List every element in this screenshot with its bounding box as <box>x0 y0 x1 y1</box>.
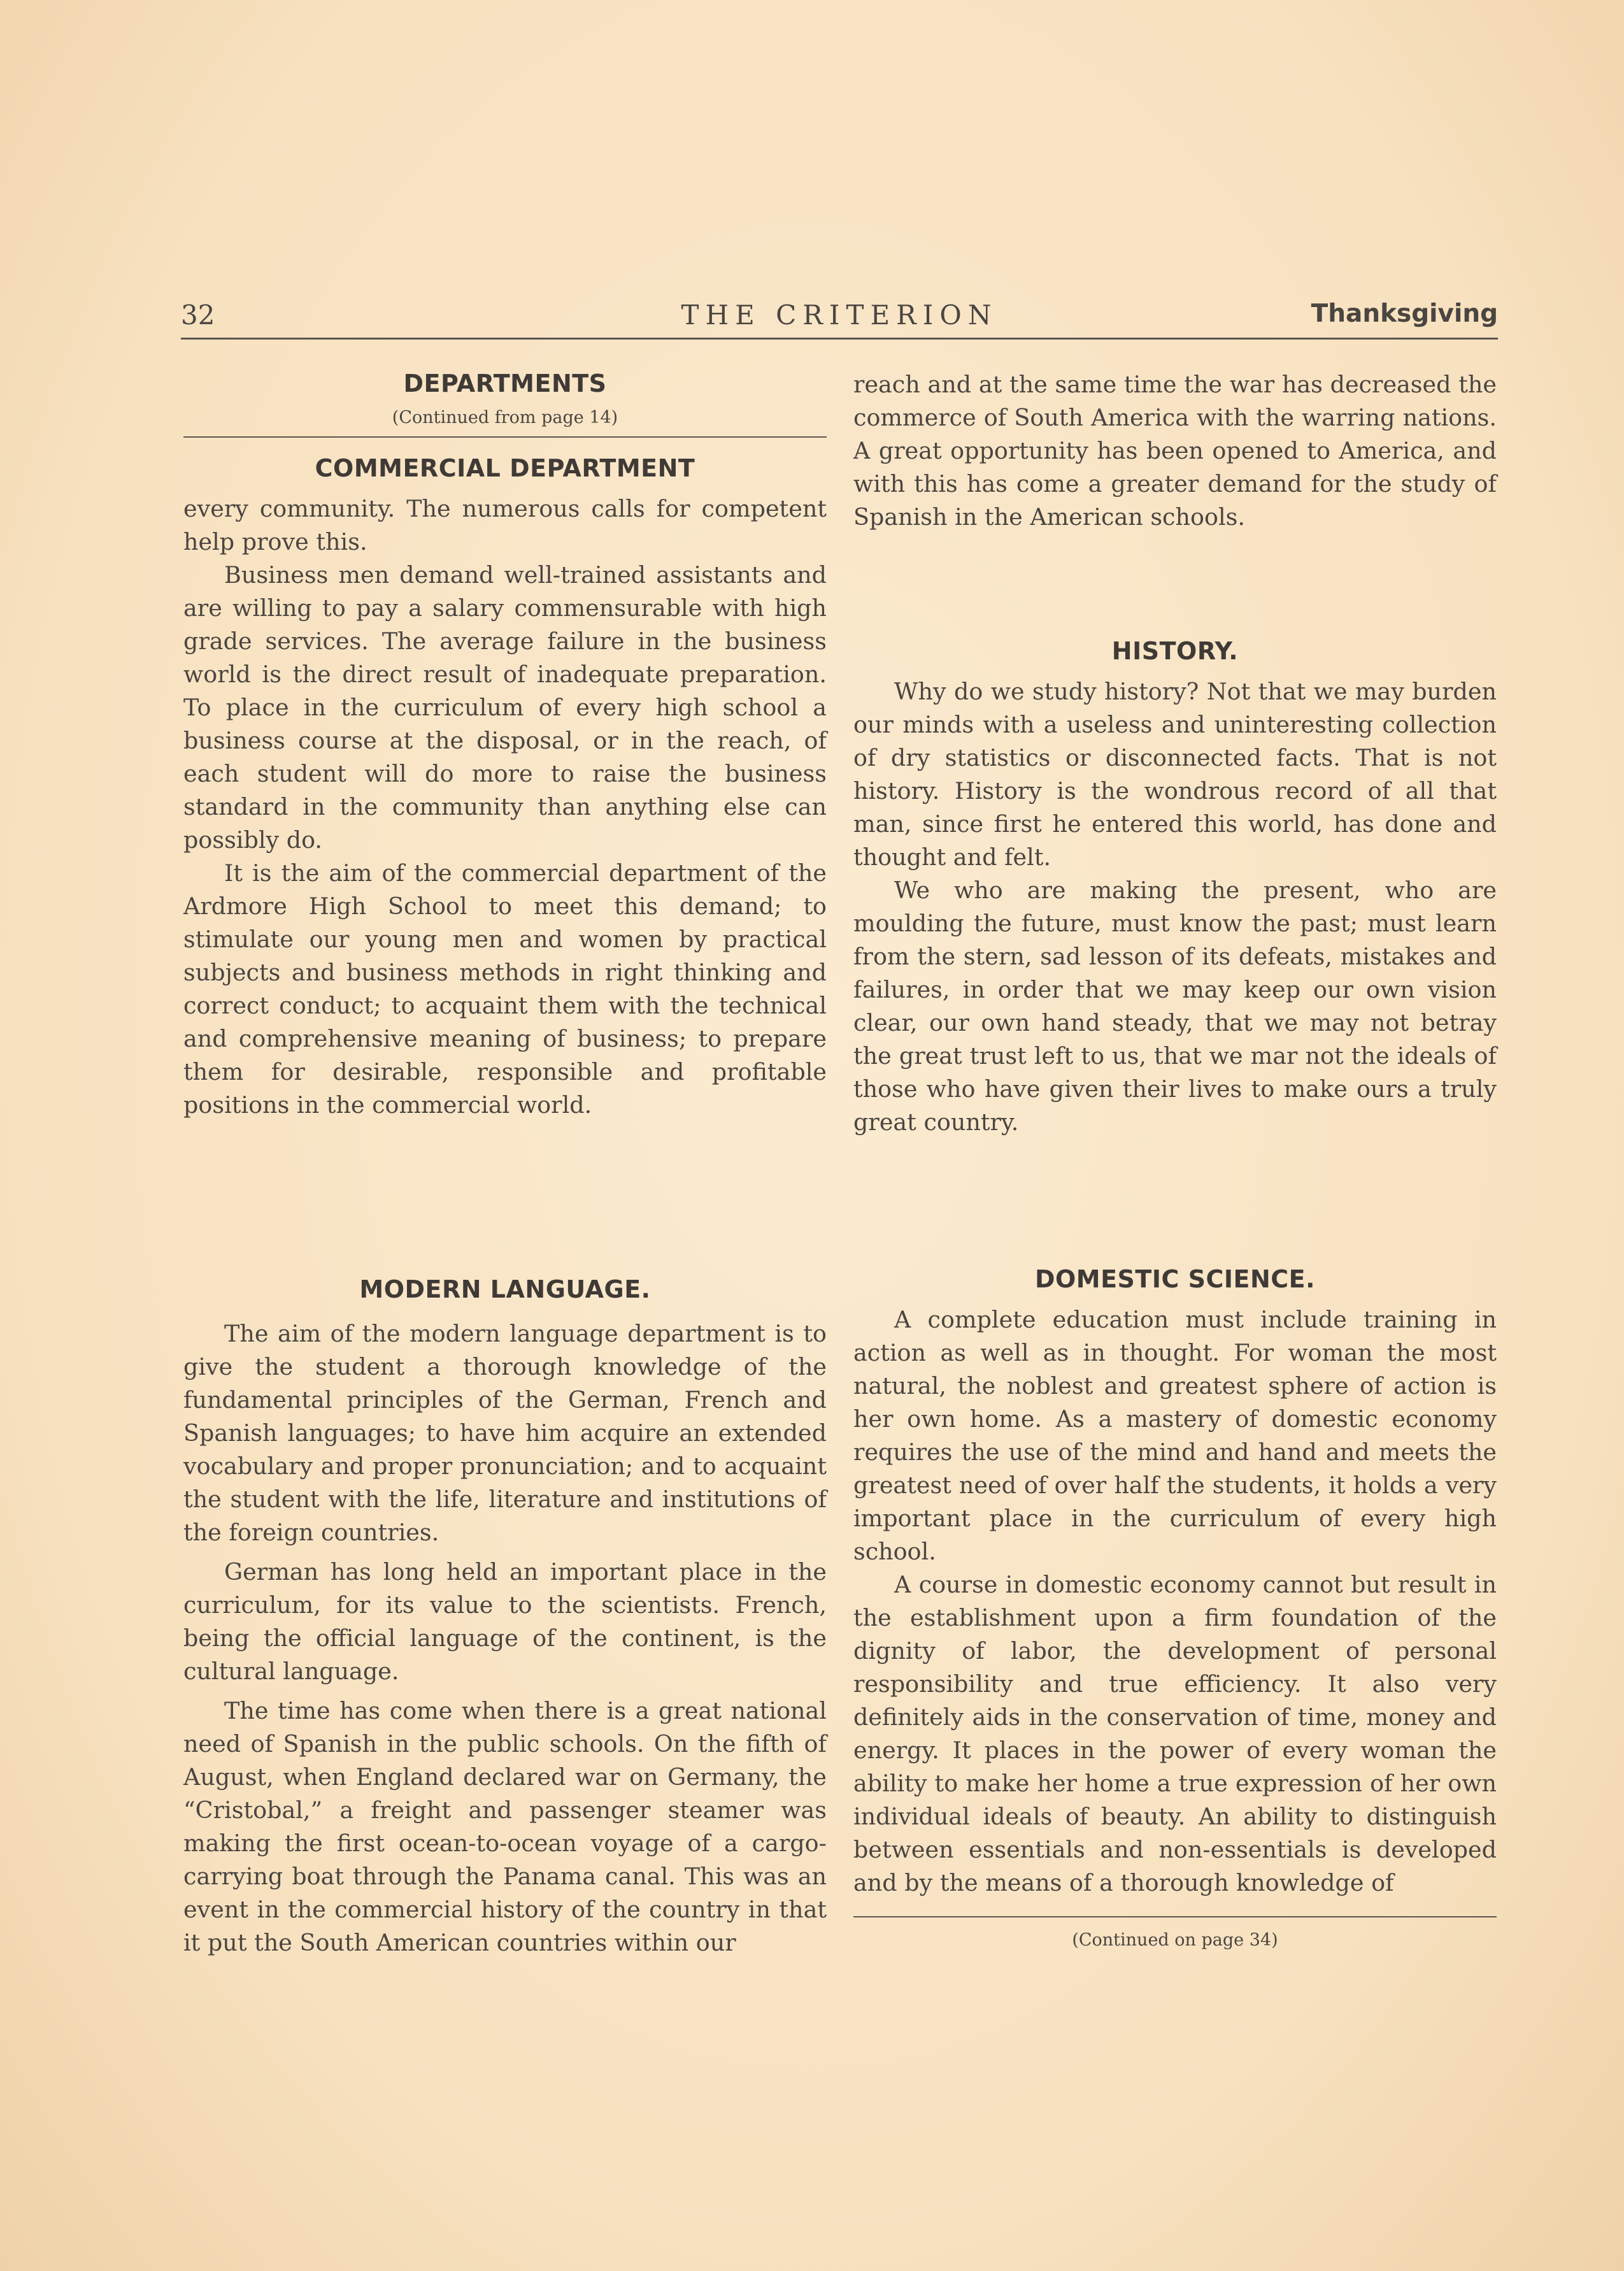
continued-on-note: (Continued on page 34) <box>1072 1930 1278 1950</box>
domestic-science-heading: DOMESTIC SCIENCE. <box>1034 1265 1316 1293</box>
paragraph: German has long held an important place in the curriculum, for its value to the scientists. French, being the official language of the continent, is the cultural language. <box>183 1558 827 1685</box>
modern-language-heading: MODERN LANGUAGE. <box>359 1275 651 1303</box>
continuation-section <box>853 368 1497 534</box>
domestic-science-section <box>853 1265 1497 1959</box>
commercial-heading: COMMERCIAL DEPARTMENT <box>315 454 695 482</box>
commercial-section <box>183 369 827 1122</box>
modern-language-section <box>183 1275 827 1959</box>
divider <box>853 1916 1497 1917</box>
issue-name: Thanksgiving <box>1311 299 1498 328</box>
history-section <box>853 637 1497 1139</box>
page-number: 32 <box>181 299 215 331</box>
history-heading: HISTORY. <box>1111 637 1239 665</box>
paragraph: every community. The numerous calls for competent help prove this. <box>183 495 827 555</box>
divider <box>183 436 827 438</box>
paragraph: Business men demand well-trained assistants and are willing to pay a salary commensurable with high grade services. The average failure in the business world is the direct result of inadequate preparation. To place in the curriculum of every high school a business course at the disposal, or in the reach, of each student will do more to raise the business standard in the community than anything else can possibly do. <box>183 561 827 854</box>
paragraph: A complete education must include training in action as well as in thought. For woman the most natural, the noblest and greatest sphere of action is her own home. As a mastery of domestic economy requires the use of the mind and hand and meets the greatest need of over half the students, it holds a very important place in the curriculum of every high school. <box>853 1306 1497 1565</box>
paragraph: The time has come when there is a great national need of Spanish in the public schools. On the fifth of August, when England declared war on Germany, the “Cristobal,” a freight and passenger steamer was making the first ocean-to-ocean voyage of a cargo-carrying boat through the Panama canal. This was an event in the commercial history of the country in that it put the South American countries within our <box>183 1697 827 1956</box>
paragraph: The aim of the modern language department is to give the student a thorough knowledge of the fundamental principles of the German, French and Spanish languages; to have him acquire an extended vocabulary and proper pronunciation; and to acquaint the student with the life, literature and institutions of the foreign countries. <box>183 1320 827 1546</box>
paragraph: Why do we study history? Not that we may burden our minds with a useless and uninteresting collection of dry statistics or disconnected facts. That is not history. History is the wondrous record of all that man, since first he entered this world, has done and thought and felt. <box>853 678 1497 871</box>
publication-title: THE CRITERION <box>681 299 998 331</box>
running-header <box>181 299 1498 340</box>
paragraph: We who are making the present, who are moulding the future, must know the past; must learn from the stern, sad lesson of its defeats, mistakes and failures, in order that we may keep our own vision clear, our own hand steady, that we may not betray the great trust left to us, that we mar not the ideals of those who have given their lives to make ours a truly great country. <box>853 877 1497 1136</box>
paragraph: It is the aim of the commercial department of the Ardmore High School to meet this demand; to stimulate our young men and women by practical subjects and business methods in right thinking and correct conduct; to acquaint them with the technical and comprehensive meaning of business; to prepare them for desirable, responsible and profitable positions in the commercial world. <box>183 859 827 1119</box>
departments-heading: DEPARTMENTS <box>403 369 607 398</box>
paragraph: A course in domestic economy cannot but result in the establishment upon a firm foundation of the dignity of labor, the development of personal responsibility and true efficiency. It also very definitely aids in the conservation of time, money and energy. It places in the power of every woman the ability to make her home a true expression of her own individual ideals of beauty. An ability to distinguish between essentials and non-essentials is developed and by the means of a thorough knowledge of <box>853 1571 1497 1896</box>
paragraph: reach and at the same time the war has decreased the commerce of South America with the warring nations. A great opportunity has been opened to America, and with this has come a greater demand for the study of Spanish in the American schools. <box>853 371 1497 531</box>
continued-from-note: (Continued from page 14) <box>392 408 618 427</box>
